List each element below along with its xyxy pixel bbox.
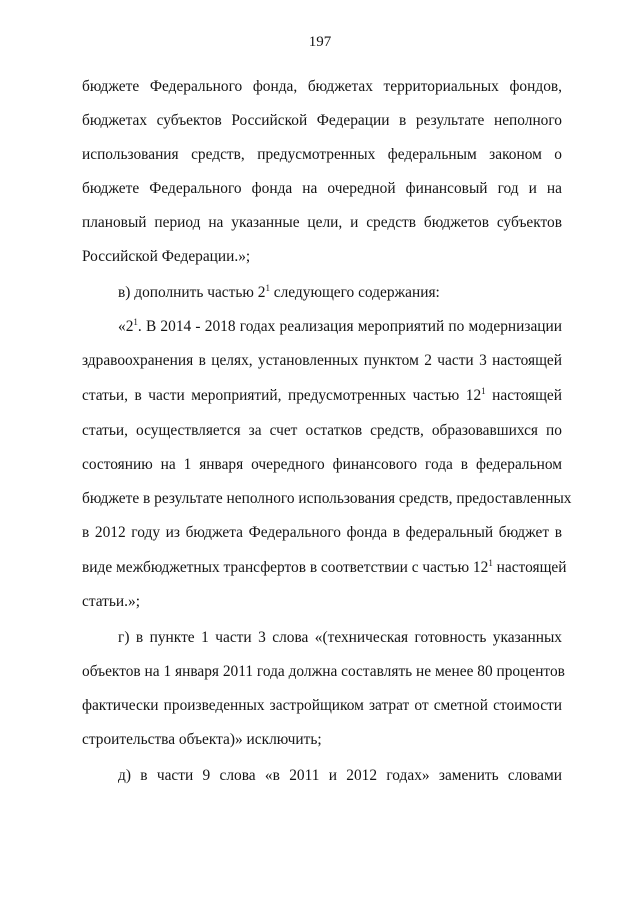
text-fragment: настоящей <box>485 387 562 404</box>
text-line: бюджете в результате неполного использования средств, предоставленных <box>82 490 572 507</box>
text-line: здравоохранения в целях, установленных пунктом 2 части 3 настоящей <box>82 352 562 369</box>
text-line: Российской Федерации.»; <box>82 248 251 265</box>
text-line <box>82 386 562 406</box>
text-fragment: статьи, в части мероприятий, предусмотренных частью 12 <box>82 387 482 404</box>
text-fragment: «2 <box>118 318 134 335</box>
text-line: плановый период на указанные цели, и средств бюджетов субъектов <box>82 214 562 231</box>
text-line: состоянию на 1 января очередного финансового года в федеральном <box>82 456 562 473</box>
text-line: статьи.»; <box>82 593 140 610</box>
text-line: г) в пункте 1 части 3 слова «(техническая готовность указанных <box>118 629 562 646</box>
text-line <box>82 558 567 578</box>
text-fragment: следующего содержания: <box>269 284 440 301</box>
text-line: фактически произведенных застройщиком затрат от сметной стоимости <box>82 697 562 714</box>
text-line: использования средств, предусмотренных федеральным законом о <box>82 146 562 163</box>
superscript: 1 <box>265 283 270 293</box>
text-line: объектов на 1 января 2011 года должна составлять не менее 80 процентов <box>82 663 565 680</box>
text-line: д) в части 9 слова «в 2011 и 2012 годах» заменить словами <box>118 767 562 784</box>
superscript: 1 <box>481 386 486 396</box>
text-line <box>118 283 562 303</box>
text-fragment: виде межбюджетных трансфертов в соответствии с частью 12 <box>82 559 489 576</box>
page-number: 197 <box>308 34 332 50</box>
text-line <box>118 317 562 337</box>
text-line: бюджетах субъектов Российской Федерации в результате неполного <box>82 112 562 129</box>
text-fragment: . В 2014 - 2018 годах реализация мероприятий по модернизации <box>137 318 562 335</box>
text-fragment: настоящей <box>492 559 567 576</box>
text-line: бюджете Федерального фонда на очередной финансовый год и на <box>82 180 562 197</box>
text-fragment: в) дополнить частью 2 <box>118 284 266 301</box>
superscript: 1 <box>133 317 138 327</box>
text-line: в 2012 году из бюджета Федерального фонда в федеральный бюджет в <box>82 524 562 541</box>
text-line: бюджете Федерального фонда, бюджетах территориальных фондов, <box>82 78 562 95</box>
text-line: строительства объекта)» исключить; <box>82 731 322 748</box>
text-line: статьи, осуществляется за счет остатков средств, образовавшихся по <box>82 422 562 439</box>
superscript: 1 <box>488 558 493 568</box>
